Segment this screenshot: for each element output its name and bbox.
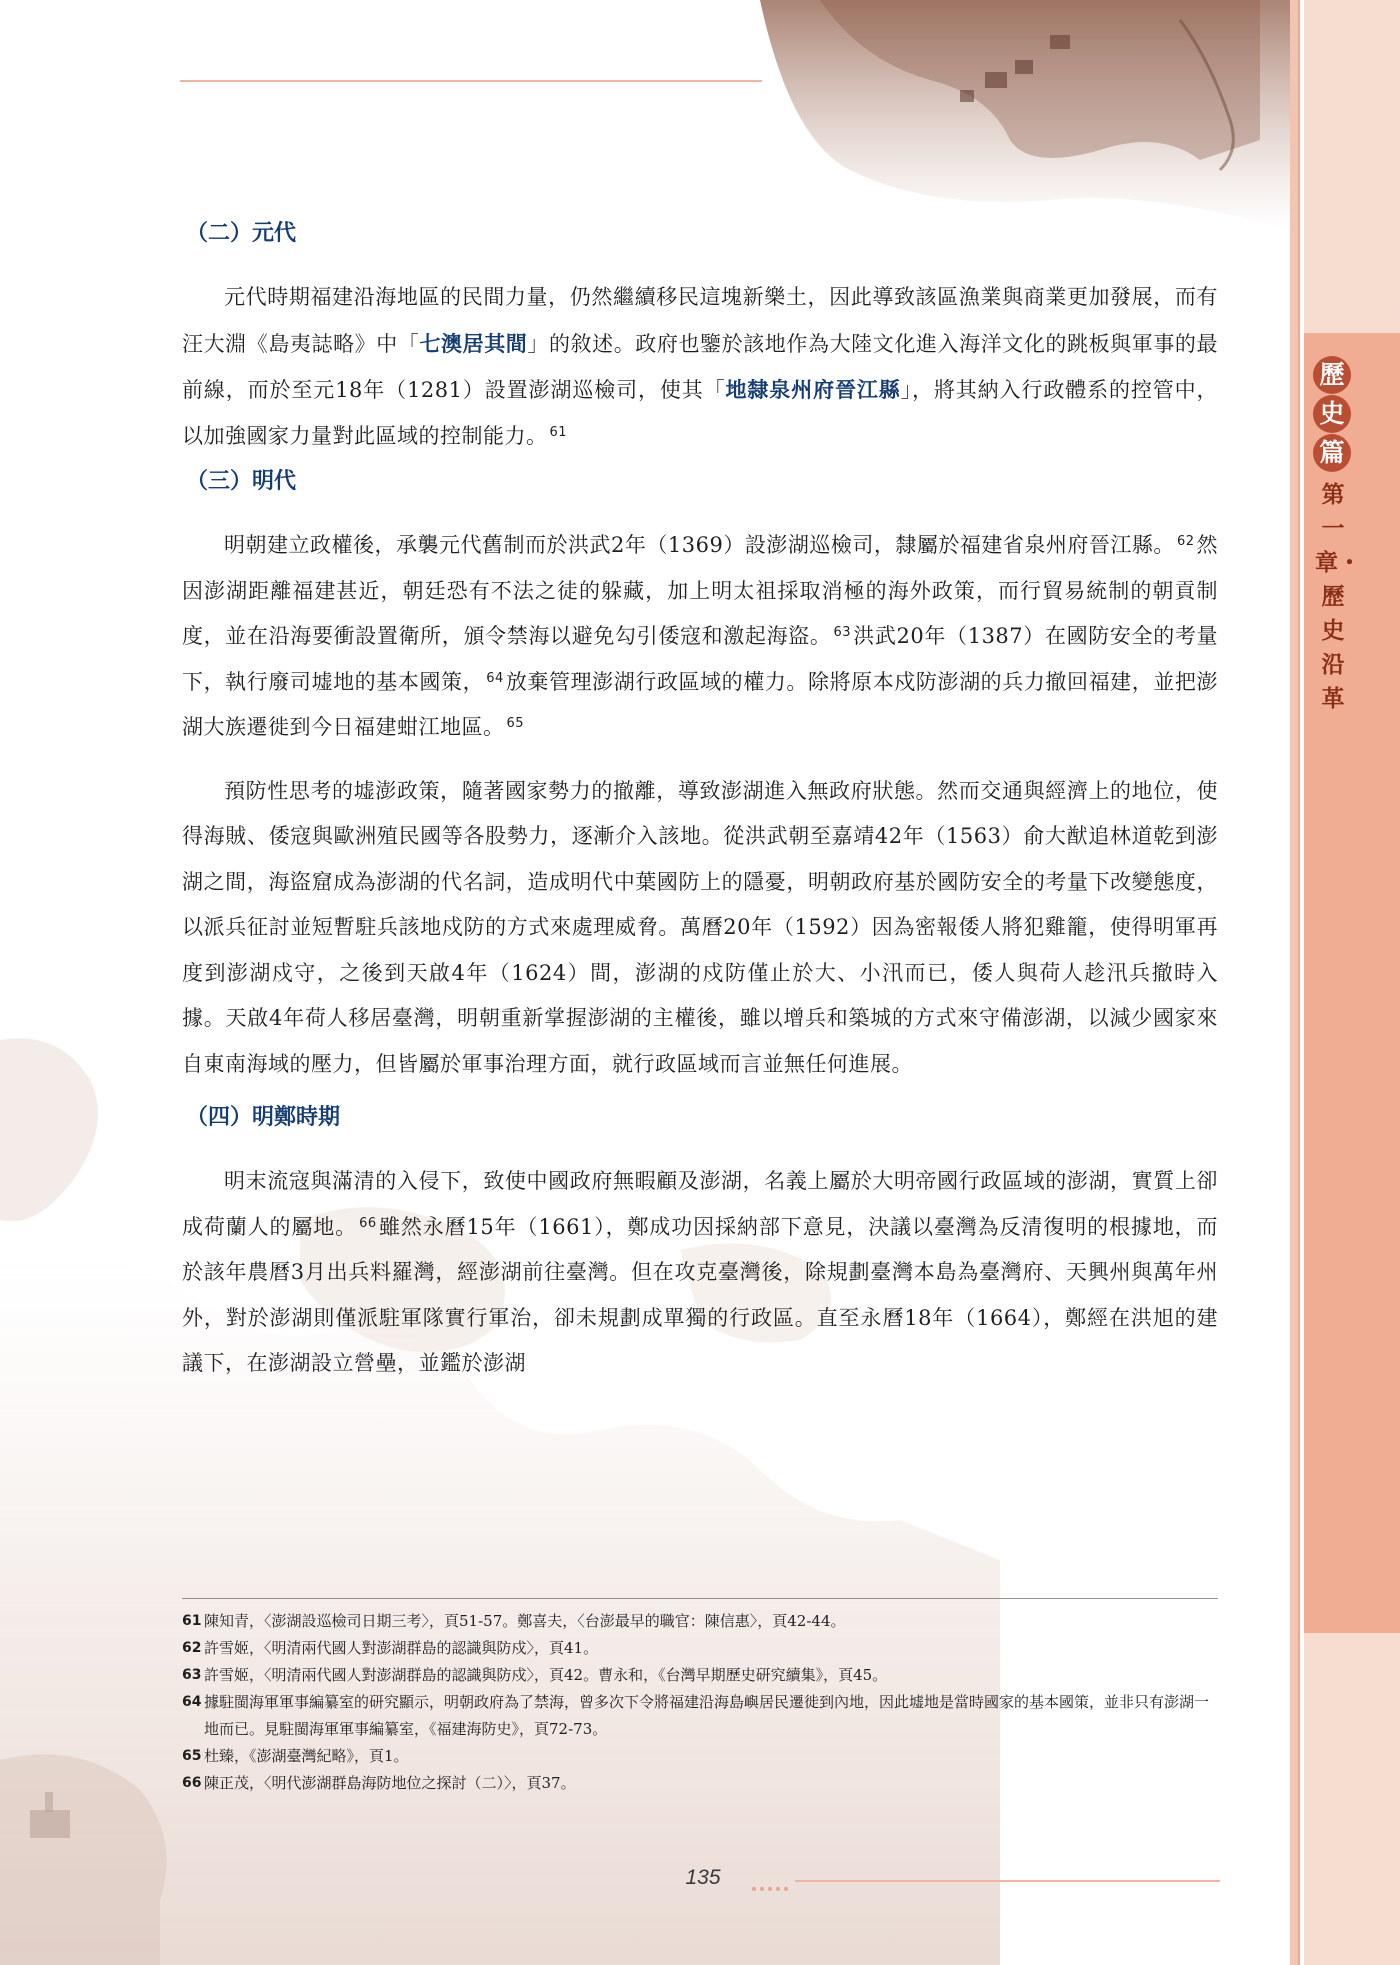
footnote-text: 陳知青，〈澎湖設巡檢司日期三考〉，頁51-57。鄭喜夫，〈台澎最早的職官：陳信惠〉，頁42-44。 bbox=[204, 1612, 846, 1630]
footnote-ref[interactable]: 64 bbox=[486, 670, 504, 686]
footnote-text: 陳正茂，〈明代澎湖群島海防地位之探討（二）〉，頁37。 bbox=[204, 1774, 576, 1792]
footnote-62 bbox=[182, 1635, 1218, 1662]
section-heading-yuan: （二）元代 bbox=[186, 220, 297, 246]
footnote-64 bbox=[182, 1689, 1218, 1743]
footnote-rule bbox=[182, 1598, 1218, 1599]
text-run: 」，將其納入行政體系的控管中，以加強國家力量對此區域的控制能力。 bbox=[182, 378, 1219, 448]
footnote-number: 66 bbox=[182, 1775, 202, 1791]
text-run: 然因澎湖距離福建甚近，朝廷恐有不法之徒的躲藏，加上明太祖採取消極的海外政策，而行貿易統制的朝貢制度，並在沿海要衝設置衛所，頒令禁海以避免勾引倭寇和激起海盜。 bbox=[182, 533, 1219, 648]
footnote-65 bbox=[182, 1743, 1218, 1770]
header-rule bbox=[180, 80, 762, 82]
paragraph-yuan bbox=[182, 275, 1218, 459]
part-char-3: 篇 bbox=[1313, 434, 1351, 472]
footnote-number: 64 bbox=[182, 1694, 202, 1710]
footnote-66 bbox=[182, 1770, 1218, 1797]
footnote-ref[interactable]: 65 bbox=[506, 716, 525, 731]
text-run: 明朝建立政權後，承襲元代舊制而於洪武2年（1369）設澎湖巡檢司，隸屬於福建省泉州府晉江縣。 bbox=[224, 533, 1175, 557]
page-number-dots bbox=[752, 1876, 792, 1895]
quote-highlight: 七澳居其間 bbox=[419, 330, 528, 356]
section-heading-ming: （三）明代 bbox=[186, 468, 297, 494]
footnote-ref[interactable]: 61 bbox=[549, 424, 568, 440]
main-content bbox=[182, 215, 1218, 1387]
text-run: 放棄管理澎湖行政區域的權力。除將原本戍防澎湖的兵力撤回福建，並把澎湖大族遷徙到今日福建蚶江地區。 bbox=[182, 669, 1219, 739]
footnote-ref[interactable]: 63 bbox=[833, 625, 852, 640]
page-number: 135 bbox=[685, 1866, 721, 1889]
footnote-text: 杜臻，《澎湖臺灣紀略》，頁1。 bbox=[204, 1747, 409, 1765]
footnote-text: 許雪姬，〈明清兩代國人對澎湖群島的認識與防戍〉，頁42。曹永和，《台灣早期歷史研究續集》，頁45。 bbox=[204, 1666, 888, 1684]
part-title bbox=[1313, 356, 1351, 473]
text-run: 明末流寇與滿清的入侵下，致使中國政府無暇顧及澎湖，名義上屬於大明帝國行政區域的澎湖，實質上卻成荷蘭人的屬地。 bbox=[182, 1169, 1218, 1239]
paragraph-mingzheng bbox=[182, 1159, 1218, 1387]
sidebar-edge-line bbox=[1298, 0, 1300, 1965]
footnote-number: 62 bbox=[182, 1640, 202, 1656]
text-run: 洪武20年（1387）在國防安全的考量下，執行廢司墟地的基本國策， bbox=[182, 624, 1219, 694]
footnotes bbox=[182, 1608, 1218, 1797]
quote-highlight: 地隸泉州府晉江縣 bbox=[725, 377, 901, 402]
part-char-2: 史 bbox=[1313, 395, 1351, 433]
sidebar-edge-strip bbox=[1290, 0, 1298, 1965]
footnote-number: 65 bbox=[182, 1748, 202, 1764]
part-char-1: 歷 bbox=[1313, 356, 1351, 394]
footnote-61 bbox=[182, 1608, 1218, 1635]
paragraph-ming-2: 預防性思考的墟澎政策，隨著國家勢力的撤離，導致澎湖進入無政府狀態。然而交通與經濟上的地位，使得海賊、倭寇與歐洲殖民國等各股勢力，逐漸介入該地。從洪武朝至嘉靖42年（1563）俞大猷追林道乾到澎湖之間，海盜窟成為澎湖的代名詞，造成明代中葉國防上的隱憂，明朝政府基於國防安全的考量下改變態度，以派兵征討並短暫駐兵該地戍防的方式來處理威脅。萬曆20年（1592）因為密報倭人將犯雞籠，使得明軍再度到澎湖戍守，之後到天啟4年（1624）間，澎湖的戍防僅止於大、小汛而已，倭人與荷人趁汛兵撤時入據。天啟4年荷人移居臺灣，明朝重新掌握澎湖的主權後，雖以增兵和築城的方式來守備澎湖，以減少國家來自東南海域的壓力，但皆屬於軍事治理方面，就行政區域而言並無任何進展。 bbox=[182, 778, 1218, 1076]
page-footer-rule bbox=[795, 1880, 1220, 1882]
footnote-text: 許雪姬，〈明清兩代國人對澎湖群島的認識與防戍〉，頁41。 bbox=[204, 1639, 599, 1657]
footnote-63 bbox=[182, 1662, 1218, 1689]
chapter-title: 第一章・歷史沿革 bbox=[1315, 481, 1361, 712]
footnote-ref[interactable]: 66 bbox=[359, 1215, 377, 1231]
footnote-number: 63 bbox=[182, 1667, 202, 1683]
text-run: 元代時期福建沿海地區的民間力量，仍然繼續移民這塊新樂土，因此導致該區漁業與商業更加發展，而有汪大淵《島夷誌略》中「 bbox=[182, 285, 1218, 356]
section-heading-mingzheng: （四）明鄭時期 bbox=[186, 1104, 341, 1130]
footnote-number: 61 bbox=[182, 1613, 202, 1629]
footnote-ref[interactable]: 62 bbox=[1176, 534, 1195, 549]
text-run: 雖然永曆15年（1661），鄭成功因採納部下意見，決議以臺灣為反清復明的根據地，而於該年農曆3月出兵料羅灣，經澎湖前往臺灣。但在攻克臺灣後，除規劃臺灣本島為臺灣府、天興州與萬年州外，對於澎湖則僅派駐軍隊實行軍治，卻未規劃成單獨的行政區。直至永曆18年（1664），鄭經在洪旭的建議下，在澎湖設立營壘，並鑑於澎湖 bbox=[182, 1214, 1218, 1375]
top-map-fragment bbox=[760, 0, 1290, 230]
paragraph-ming-1 bbox=[182, 523, 1218, 751]
text-run: 」的敘述。政府也鑒於該地作為大陸文化進入海洋文化的跳板與軍事的最前線，而於至元18年（1281）設置澎湖巡檢司，使其「 bbox=[182, 331, 1219, 402]
footnote-text: 據駐閩海軍軍事編纂室的研究顯示，明朝政府為了禁海，曾多次下令將福建沿海島嶼居民遷徙到內地，因此墟地是當時國家的基本國策，並非只有澎湖一地而已。見駐閩海軍軍事編纂室，《福建海防史》，頁72-73。 bbox=[204, 1693, 1210, 1738]
